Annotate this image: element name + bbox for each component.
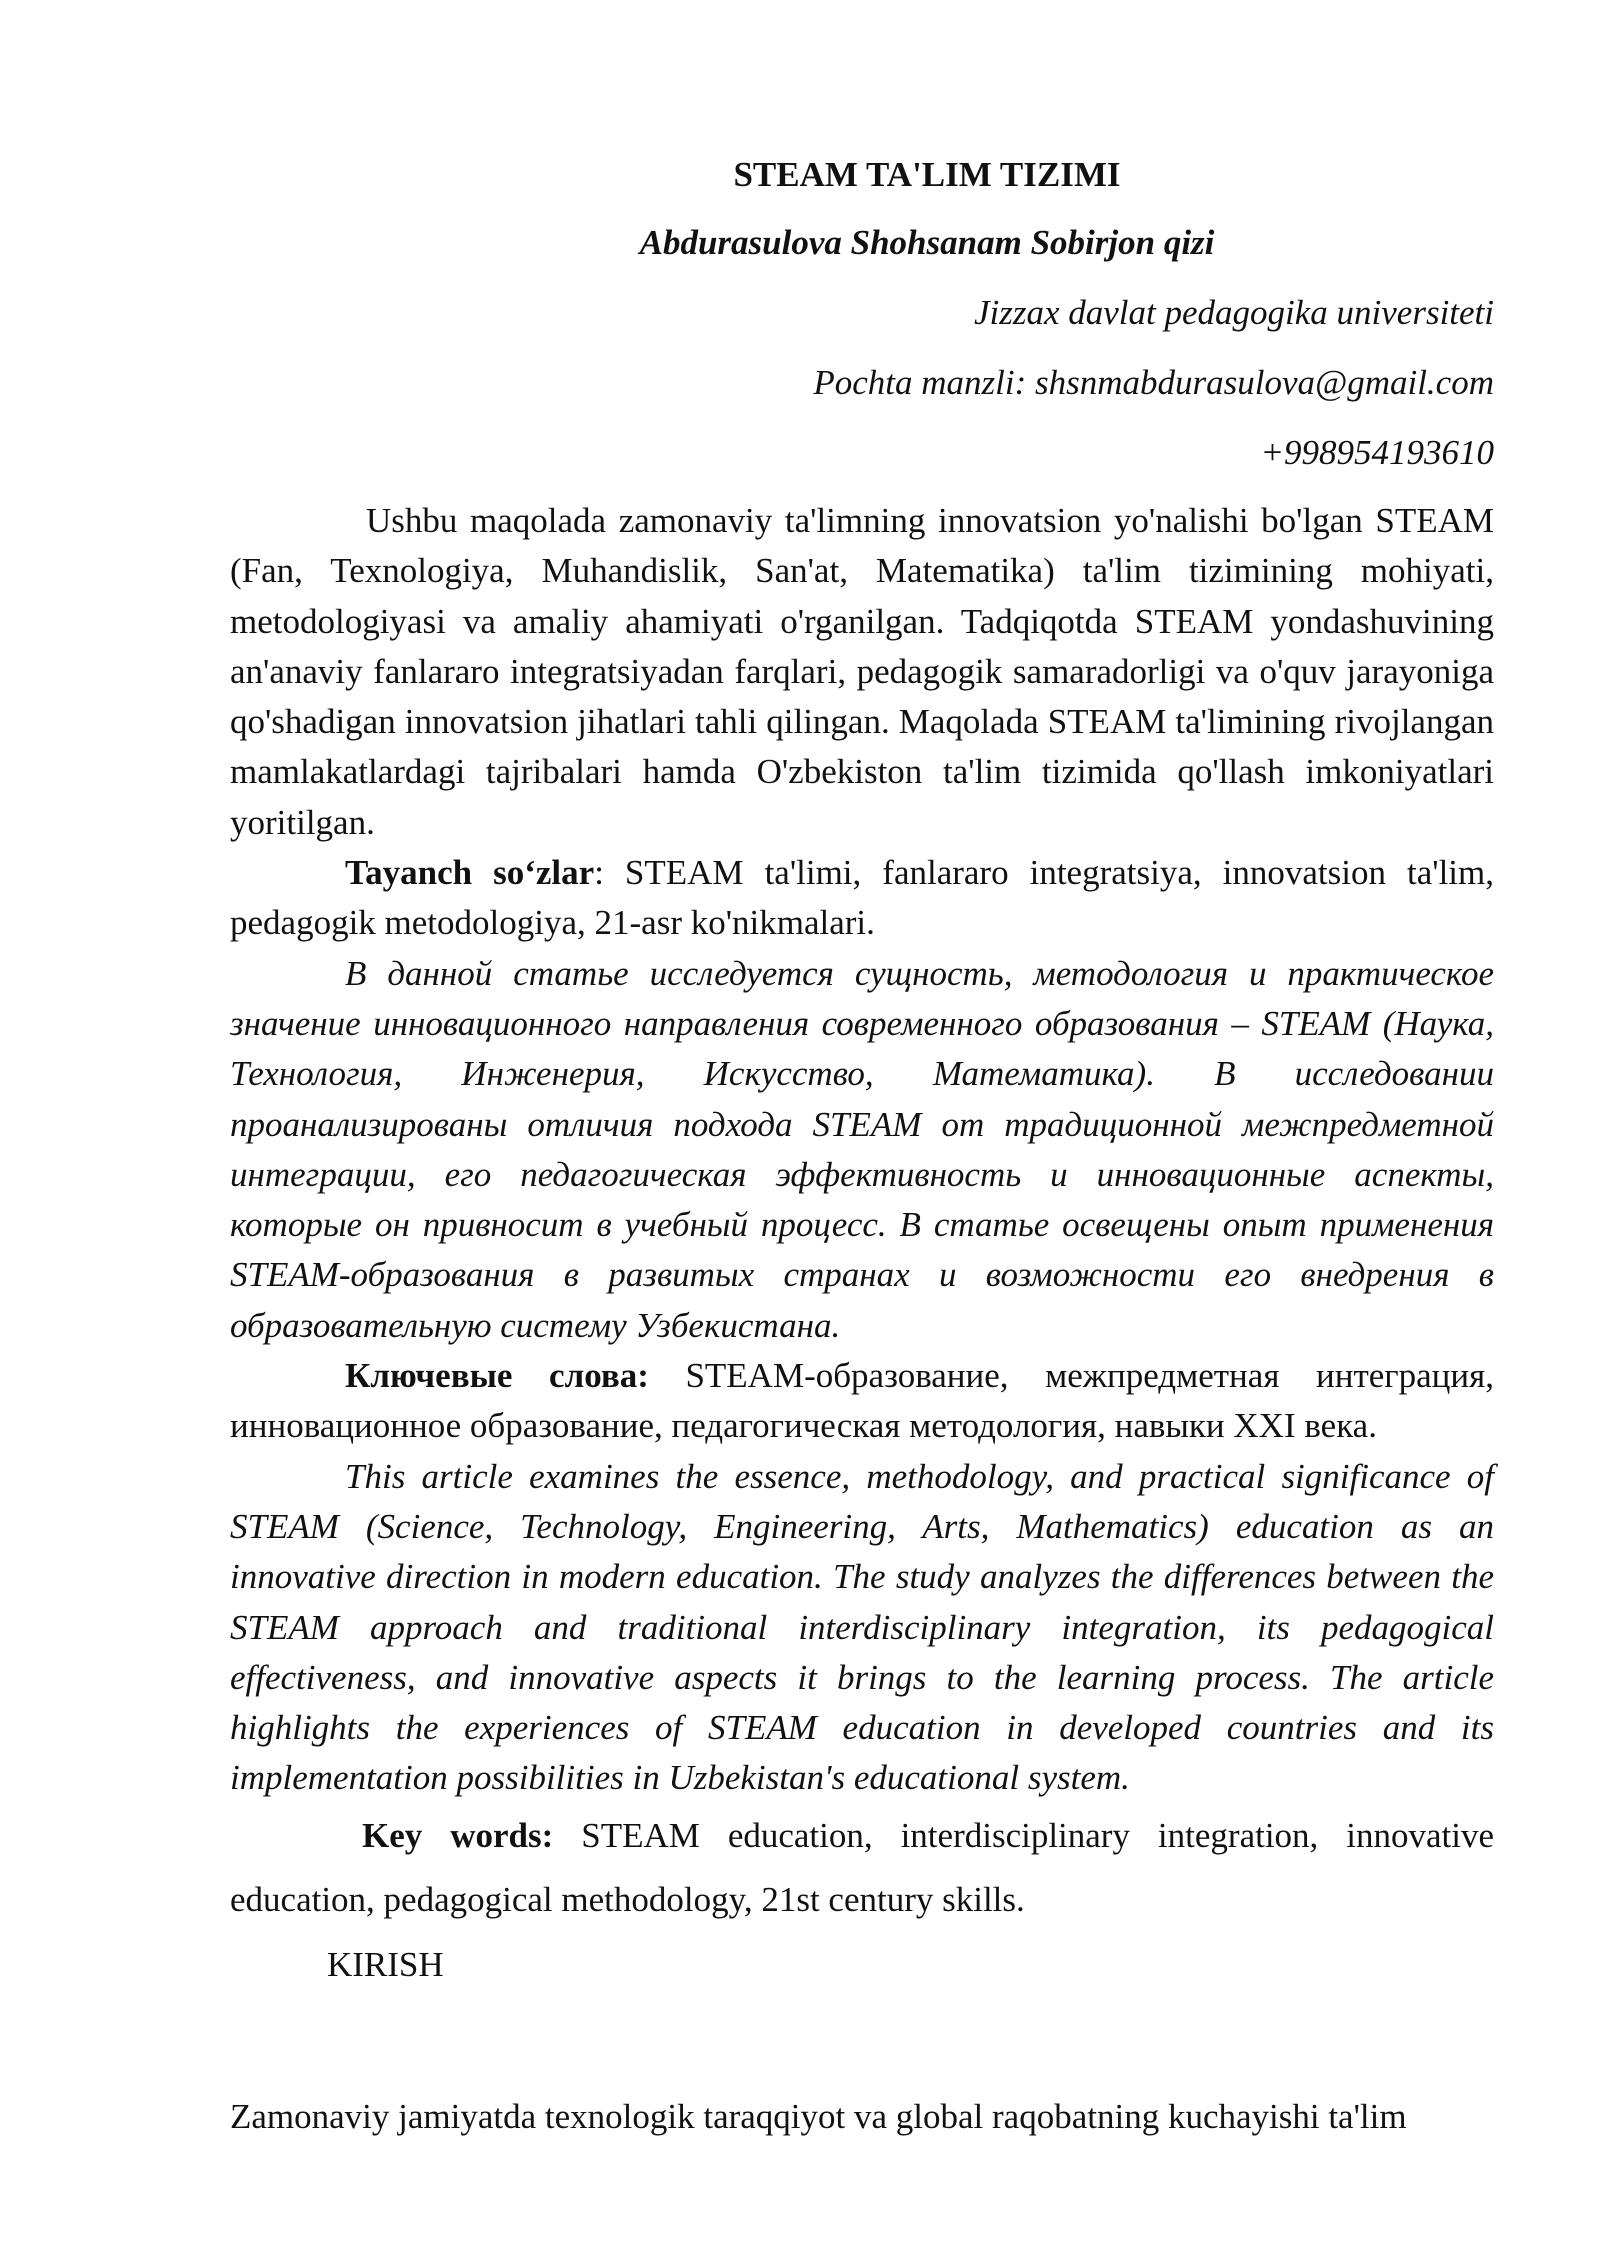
- keywords-uzbek-label: Tayanch so‘zlar: [345, 853, 595, 893]
- keywords-english-label: Key words:: [362, 1815, 554, 1855]
- author-name: Abdurasulova Shohsanam Sobirjon qizi: [639, 223, 1215, 262]
- document-page: [230, 148, 1494, 2142]
- affiliation-phone: +998954193610: [1260, 433, 1494, 472]
- keywords-english-text: STEAM education, interdisciplinary integration, innovative education, pedagogical methodology, 21st century skills.: [230, 1815, 1495, 1919]
- abstract-russian: В данной статье исследуется сущность, методология и практическое значение инновационного направления современного образования – STEAM (Наука, Технология, Инженерия, Искусство, Математика). В исследовании проанализированы отличия подхода STEAM от традиционной межпредметной интеграции, его педагогическая эффективность и инновационные аспекты, которые он привносит в учебный процесс. В статье освещены опыт применения STEAM-образования в развитых странах и возможности его внедрения в образовательную систему Узбекистана.: [230, 953, 1494, 1345]
- affiliation-university: Jizzax davlat pedagogika universiteti: [973, 293, 1494, 332]
- keywords-english: [230, 1804, 1494, 1932]
- keywords-russian-label: Ключевые слова:: [345, 1356, 649, 1396]
- section-heading-introduction: KIRISH: [327, 1944, 444, 1984]
- abstract-uzbek: Ushbu maqolada zamonaviy ta'limning innovatsion yo'nalishi bo'lgan STEAM (Fan, Texnologiya, Muhandislik, San'at, Matematika) ta'lim tizimining mohiyati, metodologiyasi va amaliy ahamiyati o'rganilgan. Tadqiqotda STEAM yondashuvining an'anaviy fanlararo integratsiyadan farqlari, pedagogik samaradorligi va o'quv jarayoniga qo'shadigan innovatsion jihatlari tahli qilingan. Maqolada STEAM ta'limining rivojlangan mamlakatlardagi tajribalari hamda O'zbekiston ta'lim tizimida qo'llash imkoniyatlari yoritilgan.: [230, 501, 1494, 842]
- keywords-uzbek: [230, 848, 1494, 949]
- keywords-uzbek-text: : STEAM ta'limi, fanlararo integratsiya, innovatsion ta'lim, pedagogik metodologiya, 21-asr ko'nikmalari.: [230, 853, 1494, 943]
- keywords-russian: [230, 1351, 1494, 1452]
- body-text-start: Zamonaviy jamiyatda texnologik taraqqiyot va global raqobatning kuchayishi ta'lim: [230, 2096, 1407, 2136]
- paper-title: STEAM TA'LIM TIZIMI: [733, 155, 1121, 194]
- keywords-russian-text: STEAM-образование, межпредметная интеграция, инновационное образование, педагогическая методология, навыки XXI века.: [230, 1356, 1494, 1446]
- affiliation-email: Pochta manzli: shsnmabdurasulova@gmail.com: [813, 363, 1494, 402]
- abstract-english: This article examines the essence, methodology, and practical significance of STEAM (Science, Technology, Engineering, Arts, Mathematics) education as an innovative direction in modern education. The study analyzes the differences between the STEAM approach and traditional interdisciplinary integration, its pedagogical effectiveness, and innovative aspects it brings to the learning process. The article highlights the experiences of STEAM education in developed countries and its implementation possibilities in Uzbekistan's educational system.: [230, 1456, 1494, 1798]
